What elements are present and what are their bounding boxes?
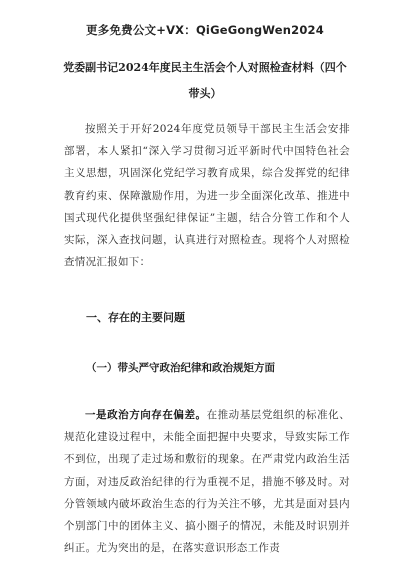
subsection-heading-political-discipline: （一）带头严守政治纪律和政治规矩方面 [86, 362, 275, 374]
body-paragraph-lead: 一是政治方向存在偏差。 [85, 409, 207, 421]
body-paragraph [64, 404, 350, 559]
document-title: 党委副书记2024年度民主生活会个人对照检查材料（四个带头） [63, 61, 347, 100]
body-paragraph-text: 在推动基层党组织的标准化、规范化建设过程中，未能全面把握中央要求，导致实际工作不到位，出现了走过场和敷衍的现象。在严肃党内政治生活方面，对违反政治纪律的行为重视不足，措施不够及时。对分管领域内破坏政治生态的行为关注不够，尤其是面对县内个别部门中的团体主义、搞小圈子的情况，未能及时识别并纠正。尤为突出的是，在落实意识形态工作责 [64, 409, 350, 555]
section-heading-main-problems: 一、存在的主要问题 [86, 311, 185, 324]
promo-header: 更多免费公文+VX：QiGeGongWen2024 [86, 23, 324, 37]
intro-paragraph: 按照关于开好2024年度党员领导干部民主生活会安排部署，本人紧扣“深入学习贯彻习近平新时代中国特色社会主义思想，巩固深化党纪学习教育成果，综合发挥党的纪律教育约束、保障激励作用，为进一步全面深化改革、推进中国式现代化提供坚强纪律保证”主题，结合分管工作和个人实际，深入查找问题，认真进行对照检查。现将个人对照检查情况汇报如下： [64, 123, 350, 269]
